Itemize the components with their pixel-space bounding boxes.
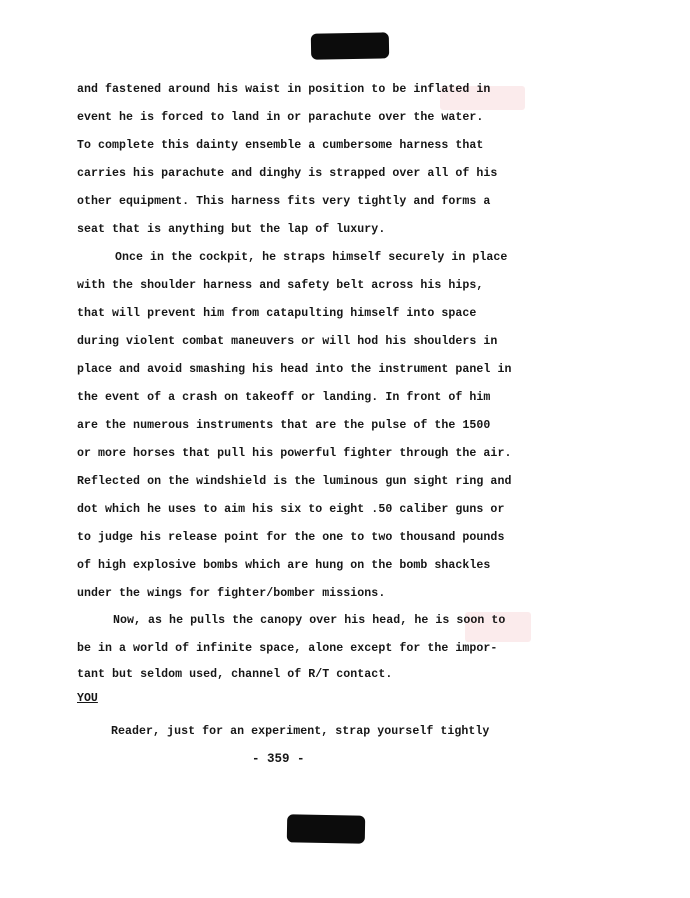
text-line: Reader, just for an experiment, strap yourself tightly (111, 725, 490, 738)
text-line: carries his parachute and dinghy is strapped over all of his (77, 167, 498, 180)
text-line: Reflected on the windshield is the luminous gun sight ring and (77, 475, 512, 488)
text-line: seat that is anything but the lap of luxury. (77, 223, 386, 236)
text-line: place and avoid smashing his head into the instrument panel in (77, 363, 512, 376)
text-line: during violent combat maneuvers or will hod his shoulders in (77, 335, 498, 348)
text-line: event he is forced to land in or parachute over the water. (77, 111, 484, 124)
text-line: be in a world of infinite space, alone except for the impor- (77, 642, 498, 655)
text-line: and fastened around his waist in position to be inflated in (77, 83, 491, 96)
text-line: of high explosive bombs which are hung on the bomb shackles (77, 559, 491, 572)
text-line: or more horses that pull his powerful fighter through the air. (77, 447, 512, 460)
text-line: To complete this dainty ensemble a cumbersome harness that (77, 139, 484, 152)
text-line: Now, as he pulls the canopy over his head, he is soon to (113, 614, 506, 627)
page-number: - 359 - (252, 752, 305, 766)
text-line: that will prevent him from catapulting himself into space (77, 307, 477, 320)
text-line: to judge his release point for the one to two thousand pounds (77, 531, 505, 544)
text-line: are the numerous instruments that are the pulse of the 1500 (77, 419, 491, 432)
section-heading: YOU (77, 692, 98, 705)
text-line: other equipment. This harness fits very tightly and forms a (77, 195, 491, 208)
redaction-mark-top (311, 32, 389, 59)
text-line: under the wings for fighter/bomber missions. (77, 587, 386, 600)
text-line: tant but seldom used, channel of R/T contact. (77, 668, 393, 681)
text-line: with the shoulder harness and safety belt across his hips, (77, 279, 484, 292)
text-line: dot which he uses to aim his six to eight .50 caliber guns or (77, 503, 505, 516)
redaction-mark-bottom (287, 814, 365, 843)
text-line: the event of a crash on takeoff or landing. In front of him (77, 391, 491, 404)
text-line: Once in the cockpit, he straps himself securely in place (115, 251, 508, 264)
